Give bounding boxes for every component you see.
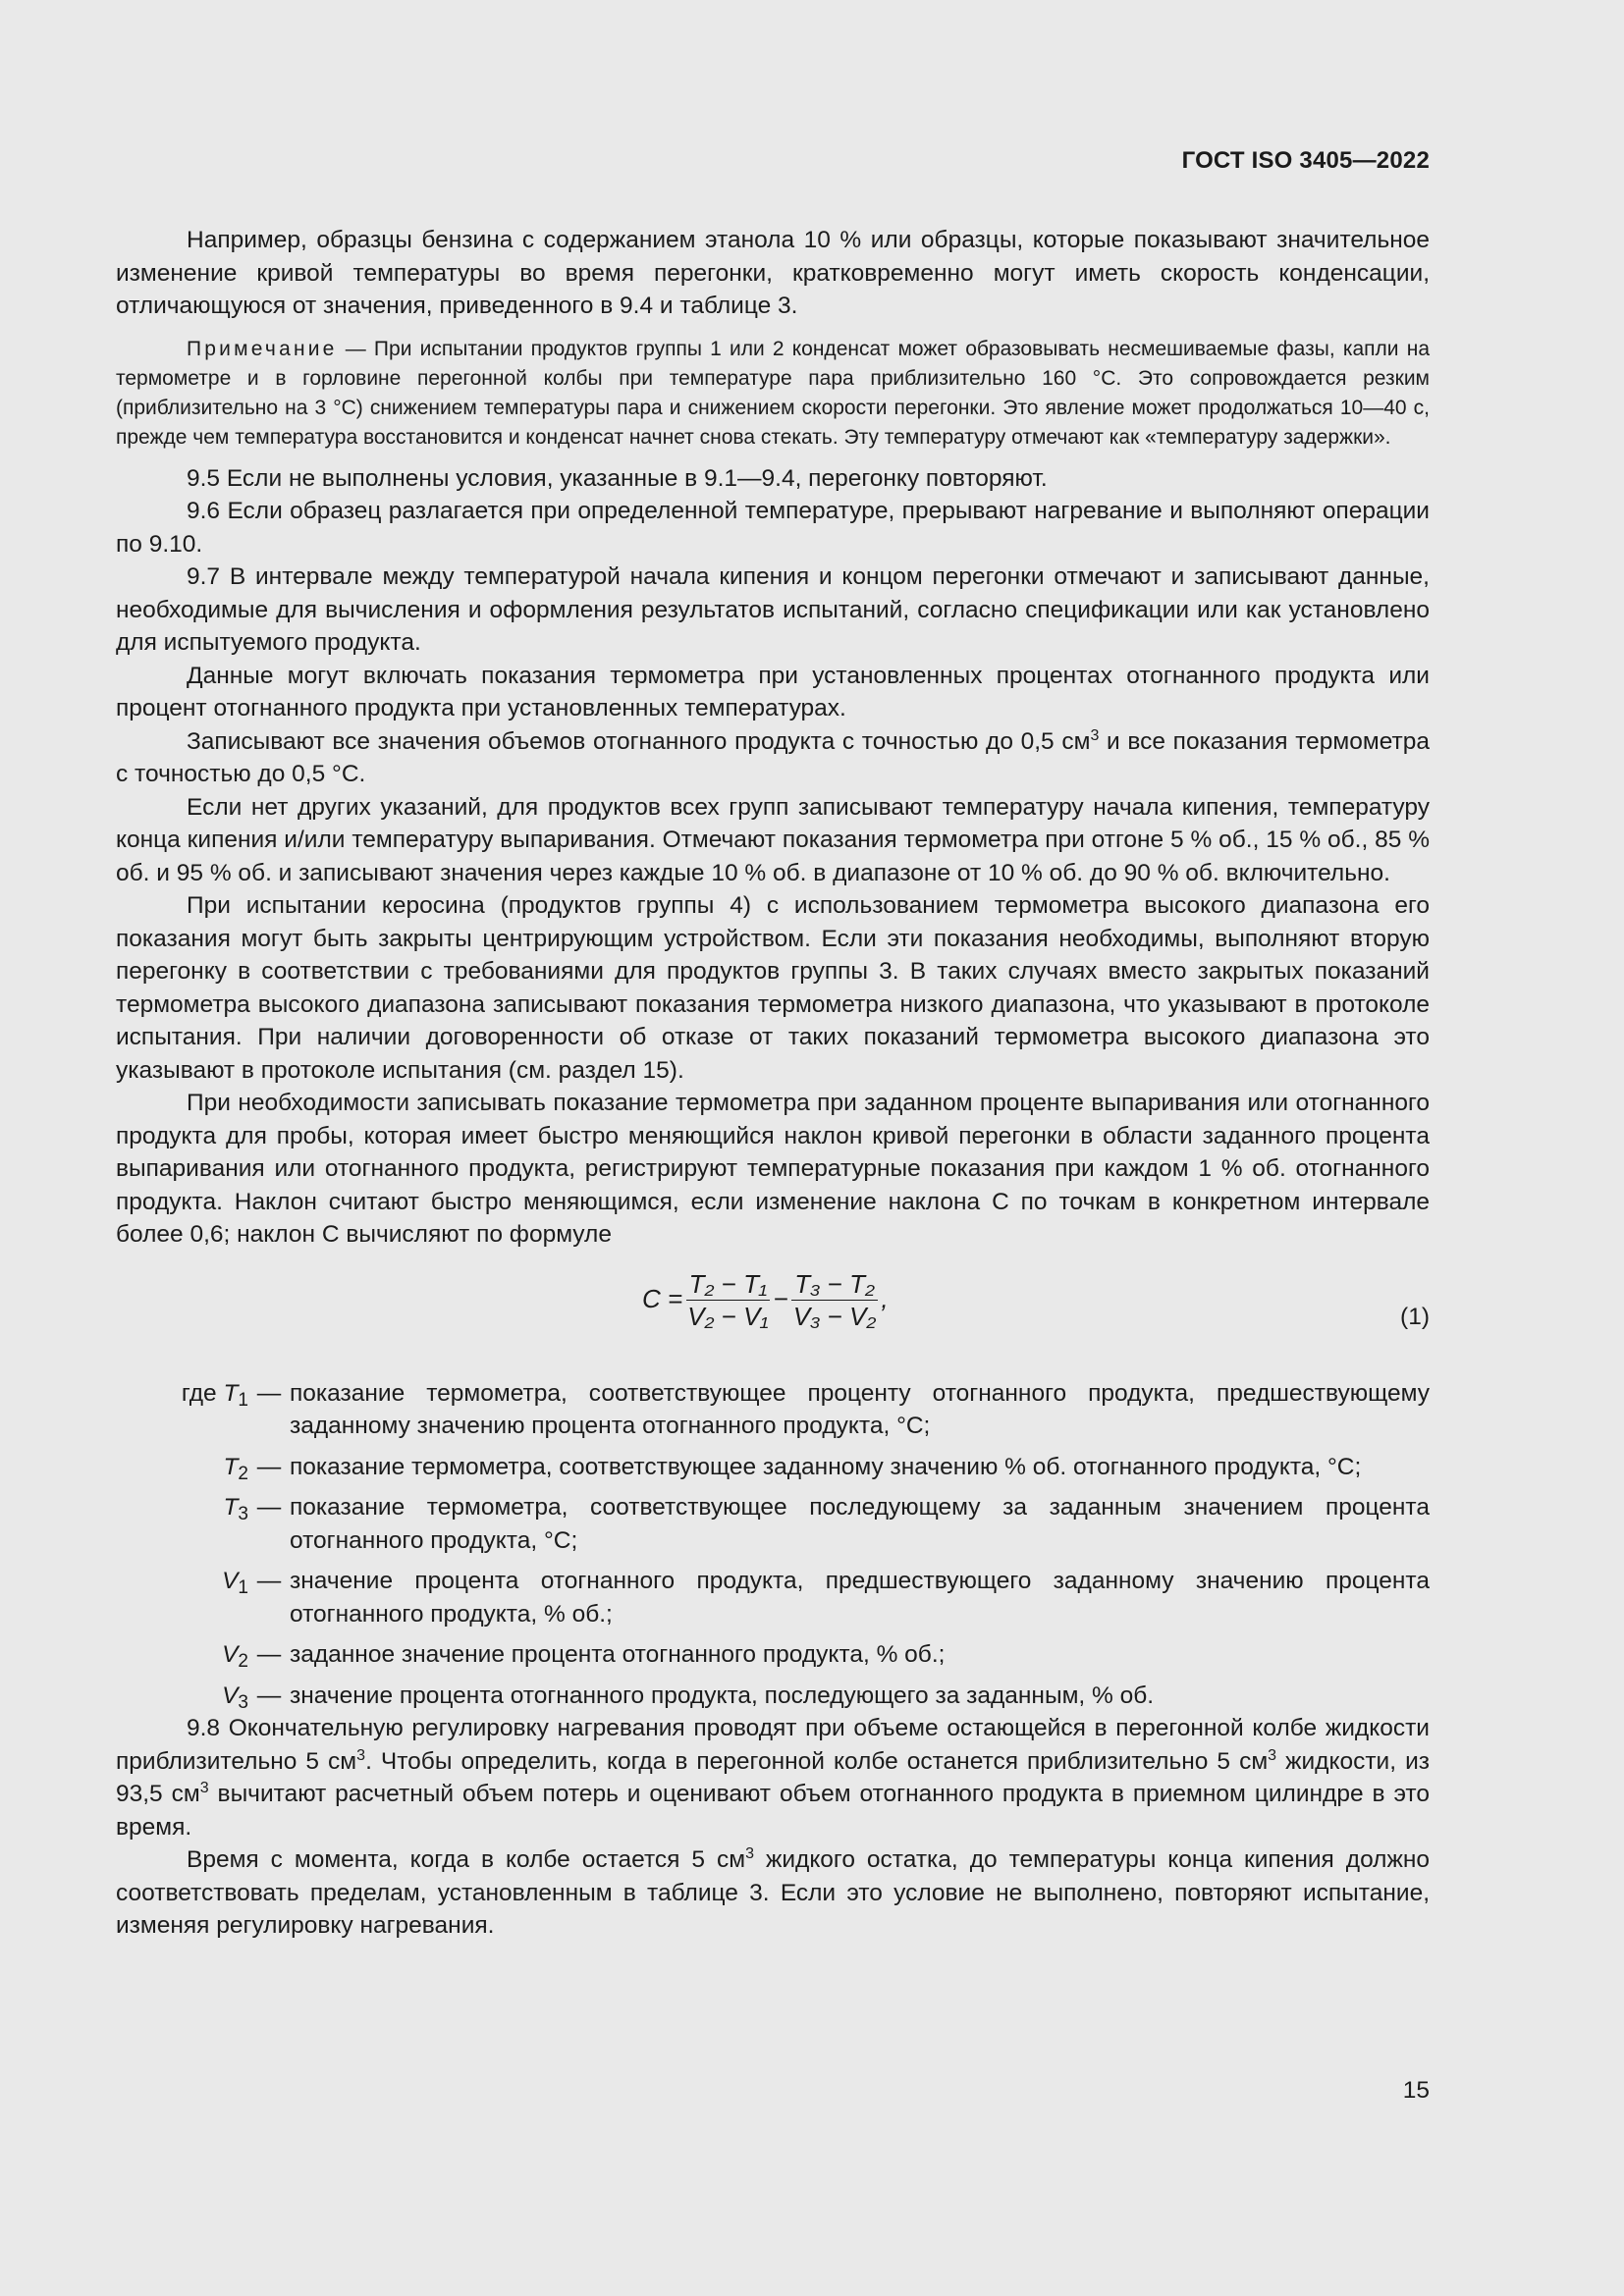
formula-minus: − [773, 1284, 788, 1314]
paragraph-ethanol-example: Например, образцы бензина с содержанием этанола 10 % или образцы, которые показывают значительное изменение кривой температуры во время перегонки, кратковременно могут иметь скорость конденсации, отличающуюся от значения, приведенного в 9.4 и таблице 3. [116, 227, 1430, 319]
paragraph-kerosene: При испытании керосина (продуктов группы 4) с использованием термометра высокого диапазона его показания могут быть закрыты центрирующим устройством. Если эти показания необходимы, выполняют вторую перегонку в соответствии с требованиями для продуктов группы 3. В таких случаях вместо закрытых показаний термометра высокого диапазона записывают показания термометра низкого диапазона, что указывают в протоколе испытания. При наличии договоренности об отказе от таких показаний термометра высокого диапазона это указывают в протоколе испытания (см. раздел 15). [116, 892, 1430, 1084]
definition-symbol: $T_3$ [223, 1494, 248, 1524]
page-number: 15 [1402, 2077, 1430, 2104]
paragraph-record-values [116, 725, 1430, 791]
definition-text: показание термометра, соответствующее проценту отогнанного продукта, предшествующему заданному значению процента отогнанного продукта, °С; [290, 1379, 1430, 1439]
record-text-a: Записывают все значения объемов отогнанного продукта с точностью до 0,5 см [187, 727, 1091, 755]
note-paragraph [116, 335, 1430, 453]
record-text-b: и все показания термометра с точностью до 0,5 °С. [116, 727, 1430, 787]
fraction-1-denominator: V₂ − V₁ [687, 1301, 769, 1331]
record-sup: 3 [1090, 726, 1100, 744]
formula-1 [116, 1261, 1430, 1352]
definition-text: значение процента отогнанного продукта, предшествующего заданному значению процента отогнанного продукта, % об.; [290, 1568, 1430, 1628]
definition-symbol: $V_3$ [222, 1682, 248, 1713]
fraction-1 [684, 1269, 771, 1331]
formula-lhs: C = [642, 1284, 683, 1314]
definition-dash: — [256, 1453, 282, 1480]
definitions-list [116, 1377, 1430, 1713]
paragraph-time: Время с момента, когда в колбе остается 5 $см^3$ жидкого остатка, до температуры конца кипения должно соответствовать пределам, установленным в таблице 3. Если это условие не выполнено, повторяют испытание, изменяя регулировку нагревания. [116, 1845, 1430, 1939]
clause-9-7: 9.7 В интервале между температурой начала кипения и концом перегонки отмечают и записывают данные, необходимые для вычисления и оформления результатов испытаний, согласно спецификации или как установлено для испытуемого продукта. [116, 563, 1430, 656]
formula-end: , [881, 1284, 889, 1314]
definition-item [116, 1680, 1430, 1713]
note-text: — При испытании продуктов группы 1 или 2 конденсат может образовывать несмешиваемые фазы, капли на термометре и в горловине перегонной колбы при температуре пара приблизительно 160 °С. Это сопровождается резким (приблизительно на 3 °С) снижением температуры пара и снижением скорости перегонки. Это явление может продолжаться 10—40 с, прежде чем температура восстановится и конденсат начнет снова стекать. Эту температуру отмечают как «температуру задержки». [116, 337, 1430, 449]
fraction-2 [790, 1269, 880, 1331]
paragraph-other-instructions: Если нет других указаний, для продуктов всех групп записывают температуру начала кипения, температуру конца кипения и/или температуру выпаривания. Отмечают показания термометра при отгоне 5 % об., 15 % об., 85 % об. и 95 % об. и записывают значения через каждые 10 % об. в диапазоне от 10 % об. до 90 % об. включительно. [116, 793, 1430, 886]
definition-symbol: $T_2$ [223, 1453, 248, 1484]
fraction-2-numerator: T₃ − T₂ [791, 1269, 878, 1301]
definition-symbol: где $T_1$ [181, 1379, 248, 1411]
fraction-2-denominator: V₃ − V₂ [792, 1301, 877, 1331]
note-label: Примечание [187, 337, 338, 360]
definition-dash: — [256, 1641, 282, 1668]
definition-dash: — [256, 1682, 282, 1709]
definition-item [116, 1377, 1430, 1443]
definition-text: показание термометра, соответствующее последующему за заданным значением процента отогнанного продукта, °С; [290, 1494, 1430, 1554]
paragraph-slope: При необходимости записывать показание термометра при заданном проценте выпаривания или отогнанного продукта для пробы, которая имеет быстро меняющийся наклон кривой перегонки в области заданного процента выпаривания или отогнанного продукта, регистрируют температурные показания при каждом 1 % об. отогнанного продукта. Наклон считают быстро меняющимся, если изменение наклона С по точкам в конкретном интервале более 0,6; наклон С вычисляют по формуле [116, 1090, 1430, 1248]
clause-9-6: 9.6 Если образец разлагается при определенной температуре, прерывают нагревание и выполняют операции по 9.10. [116, 498, 1430, 558]
definition-item [116, 1451, 1430, 1484]
page-content [116, 224, 1430, 1943]
definition-item [116, 1491, 1430, 1557]
definition-item [116, 1638, 1430, 1672]
definition-text: значение процента отогнанного продукта, последующего за заданным, % об. [290, 1682, 1155, 1709]
equation-number: (1) [1400, 1303, 1430, 1330]
definition-symbol: $V_2$ [222, 1641, 248, 1672]
clause-9-5: 9.5 Если не выполнены условия, указанные в 9.1—9.4, перегонку повторяют. [187, 464, 1048, 492]
definition-item [116, 1565, 1430, 1630]
definition-text: заданное значение процента отогнанного продукта, % об.; [290, 1641, 946, 1668]
clause-9-8: 9.8 Окончательную регулировку нагревания проводят при объеме остающейся в перегонной колбе жидкости приблизительно 5 $см^3$. Чтобы определить, когда в перегонной колбе останется приблизительно 5 $см^3$ жидкости, из 93,5 $см^3$ вычитают расчетный объем потерь и оценивают объем отогнанного продукта в приемном цилиндре в это время. [116, 1715, 1430, 1841]
definition-dash: — [256, 1494, 282, 1521]
fraction-1-numerator: T₂ − T₁ [686, 1269, 771, 1301]
document-header: ГОСТ ISO 3405—2022 [1181, 147, 1430, 174]
paragraph-data-include: Данные могут включать показания термометра при установленных процентах отогнанного продукта или процент отогнанного продукта при установленных температурах. [116, 662, 1430, 721]
definition-dash: — [256, 1379, 282, 1407]
definition-symbol: $V_1$ [222, 1568, 248, 1598]
definition-text: показание термометра, соответствующее заданному значению % об. отогнанного продукта, °С; [290, 1453, 1362, 1480]
formula-expression [642, 1269, 889, 1331]
definition-dash: — [256, 1568, 282, 1594]
